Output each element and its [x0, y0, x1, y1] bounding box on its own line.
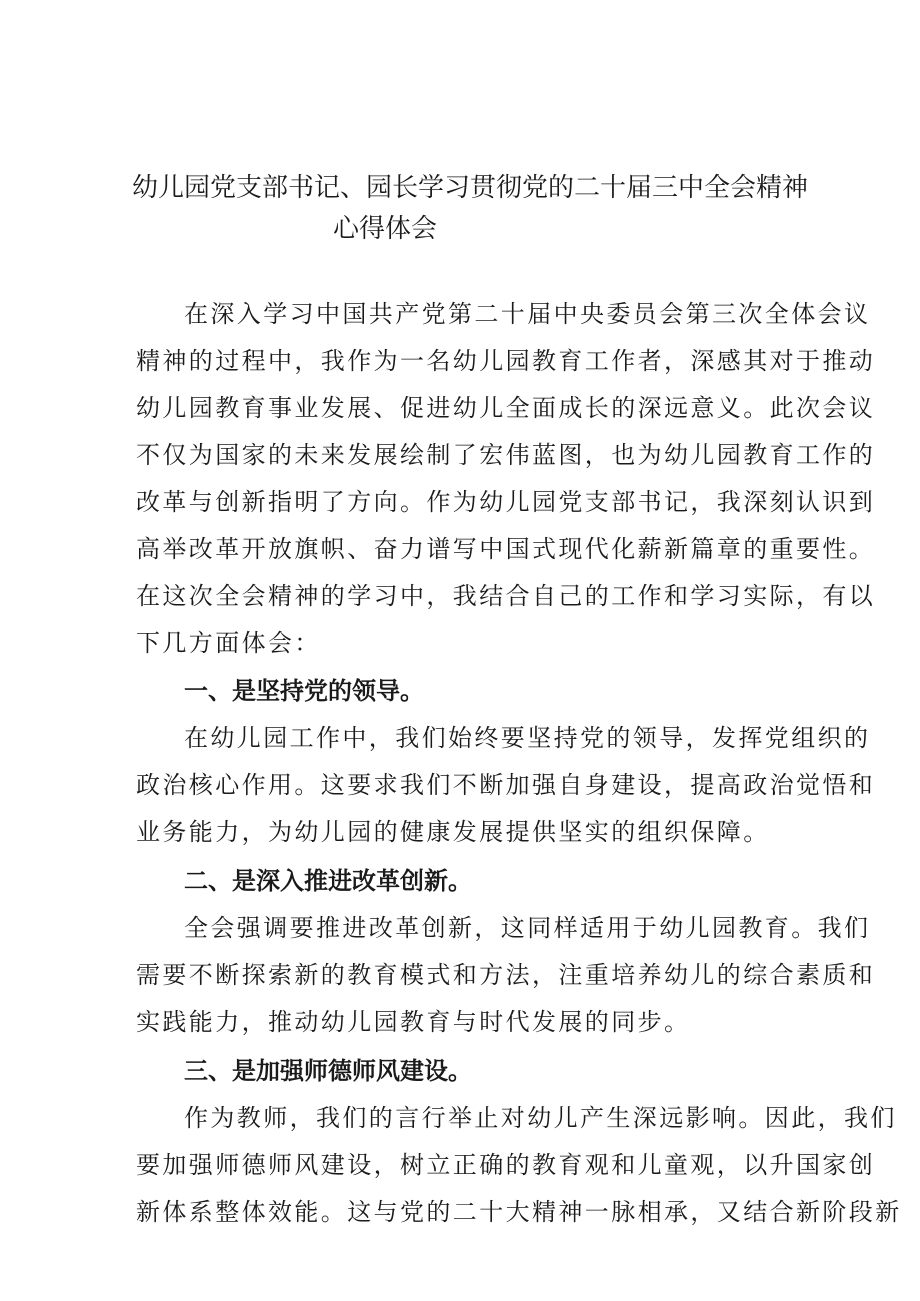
- intro-line: 不仅为国家的未来发展绘制了宏伟蓝图，也为幼儿园教育工作的: [136, 441, 876, 469]
- section-3-line: 要加强师德师风建设，树立正确的教育观和儿童观，以升国家创: [136, 1151, 876, 1179]
- intro-line: 高举改革开放旗帜、奋力谱写中国式现代化薪新篇章的重要性。: [136, 535, 876, 563]
- intro-line: 下几方面体会：: [136, 629, 321, 657]
- section-3-line: 新体系整体效能。这与党的二十大精神一脉相承，又结合新阶段新: [136, 1198, 902, 1226]
- section-1-heading: 一、是坚持党的领导。: [184, 677, 424, 705]
- section-2-line: 实践能力，推动幼儿园教育与时代发展的同步。: [136, 1008, 691, 1036]
- section-2-line: 需要不断探索新的教育模式和方法，注重培养幼儿的综合素质和: [136, 961, 876, 989]
- section-3-line: 作为教师，我们的言行举止对幼儿产生深远影响。因此，我们: [184, 1104, 897, 1132]
- intro-line: 幼儿园教育事业发展、促进幼儿全面成长的深远意义。此次会议: [136, 394, 876, 422]
- section-2-line: 全会强调要推进改革创新，这同样适用于幼儿园教育。我们: [184, 914, 871, 942]
- section-3-heading: 三、是加强师德师风建设。: [184, 1057, 472, 1085]
- section-2-heading: 二、是深入推进改革创新。: [184, 867, 472, 895]
- intro-line: 在这次全会精神的学习中，我结合自己的工作和学习实际，有以: [136, 582, 876, 610]
- document-title-line-2: 心得体会: [332, 214, 437, 244]
- section-1-line: 业务能力，为幼儿园的健康发展提供坚实的组织保障。: [136, 818, 770, 846]
- intro-line: 精神的过程中，我作为一名幼儿园教育工作者，深感其对于推动: [136, 347, 876, 375]
- section-1-line: 在幼儿园工作中，我们始终要坚持党的领导，发挥党组织的: [184, 724, 871, 752]
- intro-line: 改革与创新指明了方向。作为幼儿园党支部书记，我深刻认识到: [136, 488, 876, 516]
- section-1-line: 政治核心作用。这要求我们不断加强自身建设，提高政治觉悟和: [136, 771, 876, 799]
- intro-line: 在深入学习中国共产党第二十届中央委员会第三次全体会议: [184, 300, 871, 328]
- document-title-line-1: 幼儿园党支部书记、园长学习贯彻党的二十届三中全会精神: [131, 173, 808, 203]
